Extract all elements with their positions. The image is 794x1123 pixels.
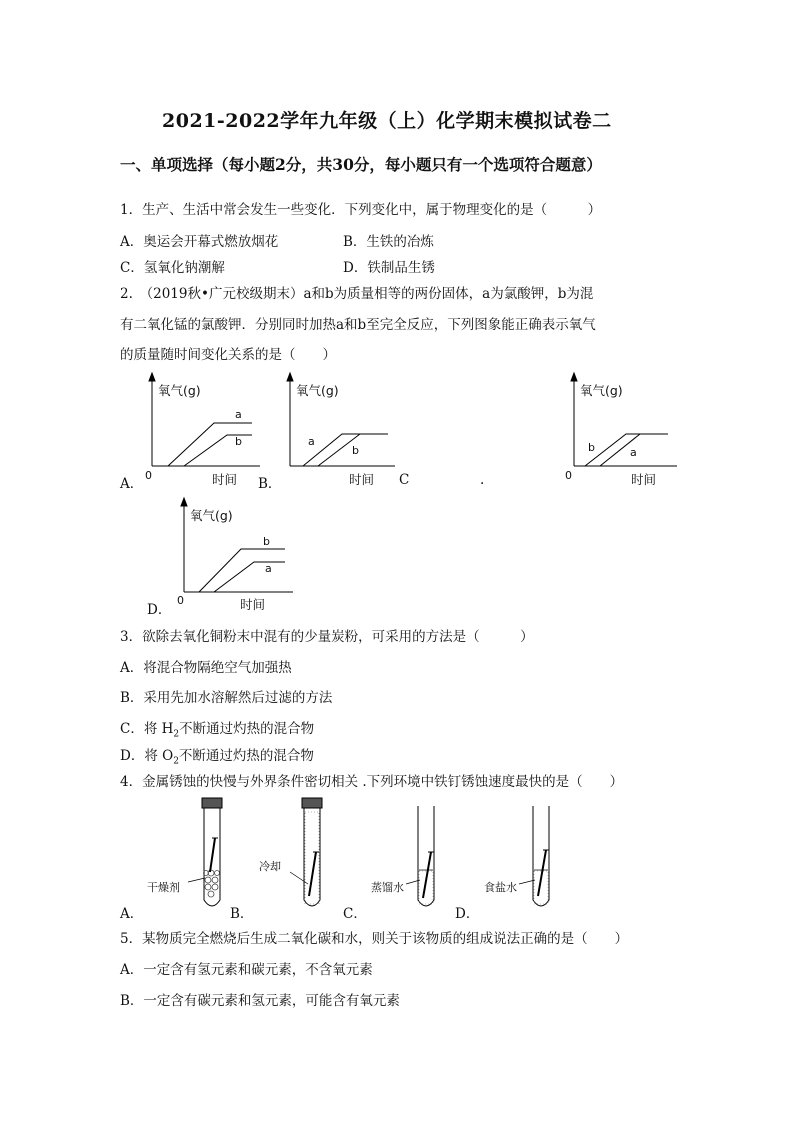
q4-label-b: 冷却 [259, 860, 281, 873]
q2-option-d[interactable]: D． [147, 602, 172, 618]
q4-label-a: 干燥剂 [147, 881, 180, 894]
q5-stem: 5．某物质完全燃烧后生成二氧化碳和水，则关于该物质的组成说法正确的是（ ） [120, 931, 629, 947]
q2-graph-c-ylabel: 氧气(g) [580, 383, 623, 398]
q3-option-b[interactable]: B．采用先加水溶解然后过滤的方法 [120, 690, 333, 706]
q2-graph-a-origin: 0 [145, 469, 152, 482]
q4-option-b[interactable]: B． [230, 906, 254, 922]
q4-label-c: 蒸馏水 [371, 881, 404, 894]
q5-option-a[interactable]: A．一定含有氢元素和碳元素，不含氧元素 [120, 962, 373, 978]
q1-option-b[interactable]: B．生铁的冶炼 [343, 234, 434, 250]
q2-graph-d-xlabel: 时间 [240, 597, 266, 612]
q2-stem-line1: 2. （2019秋•广元校级期末）a和b为质量相等的两份固体，a为氯酸钾，b为混 [120, 286, 594, 302]
q4-label-d: 食盐水 [484, 881, 517, 894]
q2-option-c[interactable]: C [399, 472, 410, 488]
q2-stem-line2: 有二氧化锰的氯酸钾．分别同时加热a和b至完全反应，下列图象能正确表示氧气 [120, 317, 596, 333]
q4-option-d[interactable]: D． [455, 906, 480, 922]
page-title: 2021-2022学年九年级（上）化学期末模拟试卷二 [162, 110, 612, 132]
q2-dot: . [480, 472, 485, 488]
section-heading: 一、单项选择（每小题2分，共30分，每小题只有一个选项符合题意） [120, 155, 602, 174]
q1-stem: 1．生产、生活中常会发生一些变化．下列变化中，属于物理变化的是（ ） [120, 202, 602, 218]
q4-stem: 4．金属锈蚀的快慢与外界条件密切相关 .下列环境中铁钉锈蚀速度最快的是（ ） [120, 774, 624, 790]
q3-option-d-pre: D．将 O [120, 748, 174, 764]
q2-graph-a-label-b: b [235, 435, 242, 448]
q3-option-d[interactable] [120, 744, 314, 767]
q2-graph-b-label-b: b [352, 444, 359, 457]
q2-graph-d-label-a: a [265, 562, 272, 575]
q2-option-a[interactable]: A． [120, 476, 144, 492]
q2-graph-c-label-a: a [630, 446, 637, 459]
q2-graph-d-origin: 0 [177, 594, 184, 607]
q2-graph-d-ylabel: 氧气(g) [190, 508, 233, 523]
q2-stem-line3: 的质量随时间变化关系的是（ ） [120, 347, 336, 363]
q3-option-c-post: 不断通过灼热的混合物 [179, 721, 315, 737]
q2-graph-a-label-a: a [235, 408, 242, 421]
q3-option-c[interactable] [120, 717, 314, 740]
q2-option-b[interactable]: B． [258, 476, 282, 492]
q2-graph-a-ylabel: 氧气(g) [158, 383, 201, 398]
q5-option-b[interactable]: B．一定含有碳元素和氢元素，可能含有氧元素 [120, 993, 400, 1009]
q1-option-c[interactable]: C．氢氧化钠潮解 [120, 260, 225, 276]
q3-stem: 3．欲除去氧化铜粉末中混有的少量炭粉，可采用的方法是（ ） [120, 629, 534, 645]
q1-option-a[interactable]: A．奥运会开幕式燃放烟花 [120, 234, 279, 250]
q3-option-d-sub: 2 [173, 756, 179, 767]
q2-graph-b-xlabel: 时间 [349, 472, 375, 487]
q2-graph-c-origin: 0 [565, 469, 572, 482]
q3-option-c-pre: C．将 H [120, 721, 174, 737]
q3-option-d-post: 不断通过灼热的混合物 [178, 748, 314, 764]
q2-graph-a-xlabel: 时间 [212, 472, 238, 487]
q2-graph-d-label-b: b [263, 535, 270, 548]
q4-option-a[interactable]: A． [120, 906, 144, 922]
q3-option-c-sub: 2 [173, 729, 180, 740]
q2-graph-c-label-b: b [588, 441, 595, 454]
q2-graph-b-ylabel: 氧气(g) [296, 383, 339, 398]
q1-option-d[interactable]: D．铁制品生锈 [343, 260, 435, 276]
q2-graph-c-xlabel: 时间 [631, 472, 657, 487]
q4-option-c[interactable]: C． [343, 906, 367, 922]
q3-option-a[interactable]: A．将混合物隔绝空气加强热 [120, 660, 292, 676]
q2-graph-b-label-a: a [308, 435, 315, 448]
